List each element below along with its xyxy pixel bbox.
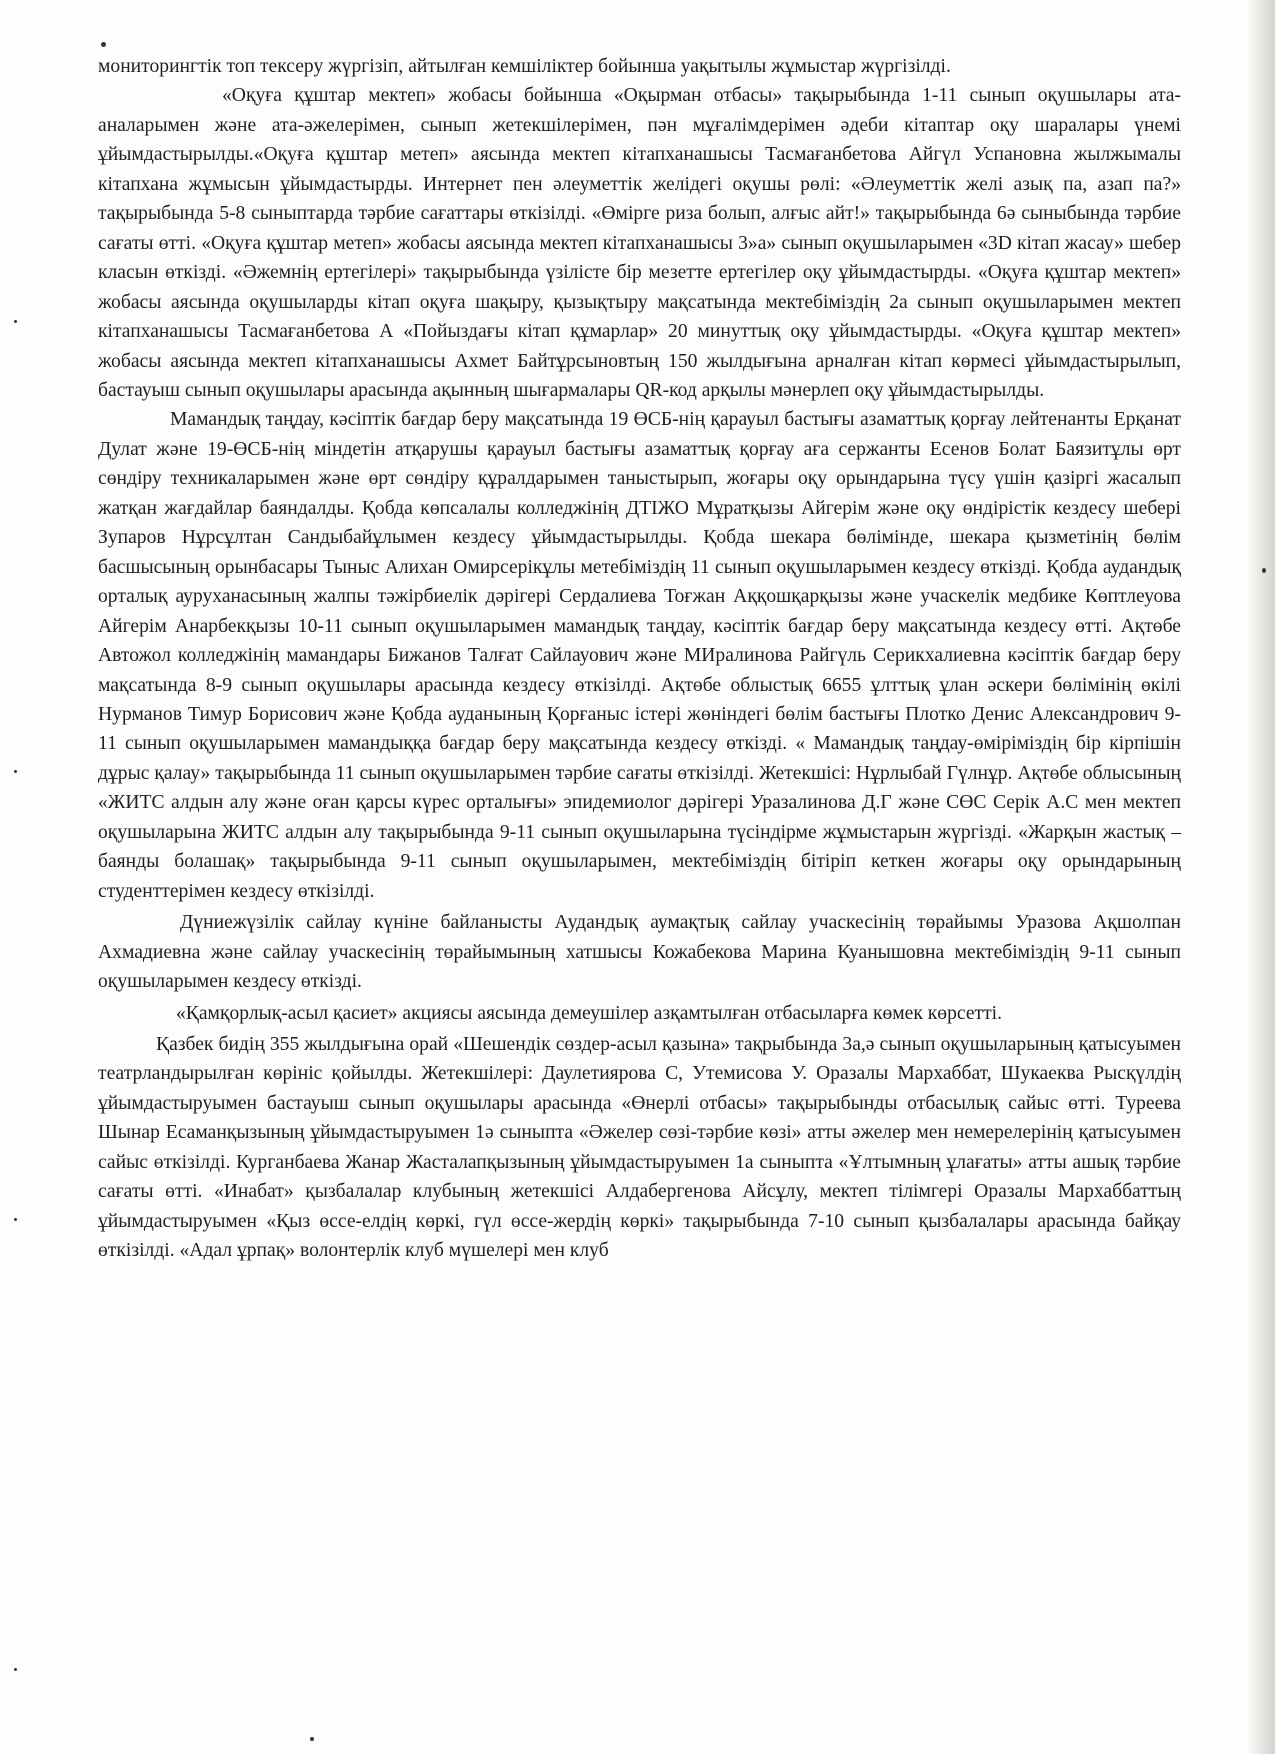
paragraph-charity-campaign: «Қамқорлық-асыл қасиет» акциясы аясында демеушілер азқамтылған отбасыларға көмек көрсетті. bbox=[176, 1002, 1002, 1024]
scan-speck bbox=[1262, 568, 1266, 573]
scan-speck bbox=[101, 42, 106, 47]
page-edge-shadow bbox=[1247, 0, 1275, 1754]
scan-speck bbox=[14, 320, 17, 323]
paragraph-monitoring: мониторингтік топ тексеру жүргізіп, айтылған кемшіліктер бойынша уақытылы жұмыстар жүргізілді. bbox=[98, 56, 951, 77]
scan-speck bbox=[14, 1668, 17, 1671]
paragraph-career-guidance: Мамандық таңдау, кәсіптік бағдар беру мақсатында 19 ӨСБ-нің қарауыл бастығы азаматтық қорғау лейтенанты Ерқанат Дулат және 19-ӨСБ-нің міндетін атқарушы қарауыл бастығы азаматтық қорғау аға сержанты Есенов Болат Баязитұлы өрт сөндіру техникаларымен және өрт сөндіру құралдарымен таныстырып, жоғары оқу орындарына түсу үшін қазіргі жасалып жатқан жағдайлар баяндалды. Қобда көпсалалы колледжінің ДТІЖО Мұратқызы Айгерім және оқу өндірістік кездесу шебері Зупаров Нұрсұлтан Сандыбайұлымен кездесу ұйымдастырылды. Қобда шекара бөлімінде, шекара қызметінің бөлім басшысының орынбасары Тыныс Алихан Омирсерікұлы метебіміздің 11 сынып оқушыларымен кездесу өткізді. Қобда аудандық орталық ауруханасының жалпы тәжірбиелік дәрігері Сердалиева Тоғжан Аққошқарқызы және учаскелік медбике Көптлеуова Айгерім Анарбекқызы 10-11 сынып оқушыларымен мамандық таңдау, кәсіптік бағдар беру мақсатында кездесу өтті. Ақтөбе Автожол колледжінің мамандары Бижанов Талғат Сайлауович және МИралинова Райгүль Серикхалиевна кәсіптік бағдар беру мақсатында 8-9 сынып оқушылары арасында кездесу өткізілді. Ақтөбе облыстық 6655 ұлттық ұлан әскери бөлімінің өкілі Нурманов Тимур Борисович және Қобда ауданының Қорғаныс істері жөніндегі бөлім бастығы Плотко Денис Александрович 9-11 сынып оқушыларымен мамандыққа бағдар беру мақсатында кездесу өткізді. « Мамандық таңдау-өміріміздің бір кірпішін дұрыс қалау» тақырыбында 11 сынып оқушыларымен тәрбие сағаты өткізілді. Жетекшісі: Нұрлыбай Гүлнұр. Ақтөбе облысының «ЖИТС алдын алу және оған қарсы күрес орталығы» эпидемиолог дәрігері Уразалинова Д.Г және СӨС Серік А.С мен мектеп оқушыларына ЖИТС алдын алу тақырыбында 9-11 сынып оқушыларына түсіндірме жұмыстарын жүргізді. «Жарқын жастық – баянды болашақ» тақырыбында 9-11 сынып оқушыларымен, мектебіміздің бітіріп кеткен жоғары оқу орындарының студенттерімен кездесу өткізілді. bbox=[98, 409, 1181, 902]
scan-speck bbox=[14, 1218, 17, 1221]
paragraph-reading-project: «Оқуға құштар мектеп» жобасы бойынша «Оқырман отбасы» тақырыбында 1-11 сынып оқушылары ата-аналарымен және ата-әжелерімен, сынып жетекшілерімен, пән мұғалімдерімен әдеби кітаптар оқу шаралары үнемі ұйымдастырылды.«Оқуға құштар метеп» аясында мектеп кітапханашысы Тасмағанбетова Айгүл Успановна жылжымалы кітапхана жұмысын ұйымдастырды. Интернет пен әлеуметтік желідегі оқушы рөлі: «Әлеуметтік желі азық па, азап па?» тақырыбында 5-8 сыныптарда тәрбие сағаттары өткізілді. «Өмірге риза болып, алғыс айт!» тақырыбында 6ә сыныбында тәрбие сағаты өтті. «Оқуға құштар метеп» жобасы аясында мектеп кітапханашысы 3»а» сынып оқушыларымен «3D кітап жасау» шебер класын өткізді. «Әжемнің ертегілері» тақырыбында үзілісте бір мезетте ертегілер оқу ұйымдастырды. «Оқуға құштар мектеп» жобасы аясында оқушыларды кітап оқуға шақыру, қызықтыру мақсатында мектебіміздің 2а сынып оқушыларымен мектеп кітапханашысы Тасмағанбетова А «Пойыздағы кітап құмарлар» 20 минуттық оқу ұйымдастырды. «Оқуға құштар мектеп» жобасы аясында мектеп кітапханашысы Ахмет Байтұрсыновтың 150 жылдығына арналған кітап көрмесі ұйымдастырылып, бастауыш сынып оқушылары арасында ақынның шығармалары QR-код арқылы мәнерлеп оқу ұйымдастырылды. bbox=[98, 85, 1181, 401]
scan-speck bbox=[310, 1737, 314, 1741]
document-body bbox=[98, 52, 1181, 1266]
paragraph-election-day: Дүниежүзілік сайлау күніне байланысты Аудандық аумақтық сайлау учаскесінің төрайымы Уразова Ақшолпан Ахмадиевна және сайлау учаскесінің төрайымының хатшысы Кожабекова Марина Куанышовна мектебіміздің 9-11 сынып оқушыларымен кездесу өткізді. bbox=[98, 912, 1181, 993]
scan-speck bbox=[14, 770, 17, 773]
paragraph-kazbek-bi: Қазбек бидің 355 жылдығына орай «Шешендік сөздер-асыл қазына» тақрыбында 3а,ә сынып оқушыларының қатысуымен театрландырылған көрініс қойылды. Жетекшілері: Даулетиярова С, Утемисова У. Оразалы Мархаббат, Шукаеква Рысқүлдің ұйымдастыруымен бастауыш сынып оқушылары арасында «Өнерлі отбасы» тақырыбынды отбасылық сайыс өтті. Туреева Шынар Есаманқызының ұйымдастыруымен 1ә сыныпта «Әжелер сөзі-тәрбие көзі» атты әжелер мен немерелерінің қатысуымен сайыс өткізілді. Курганбаева Жанар Жасталапқызының ұйымдастыруымен 1а сыныпта «Ұлтымның ұлағаты» атты ашық тәрбие сағаты өтті. «Инабат» қызбалалар клубының жетекшісі Алдабергенова Айсұлу, мектеп тілімгері Оразалы Мархаббаттың ұйымдастыруымен «Қыз өссе-елдің көркі, гүл өссе-жердің көркі» тақырыбында 7-10 сынып қызбалалары арасында байқау өткізілді. «Адал ұрпақ» волонтерлік клуб мүшелері мен клуб bbox=[98, 1033, 1181, 1262]
